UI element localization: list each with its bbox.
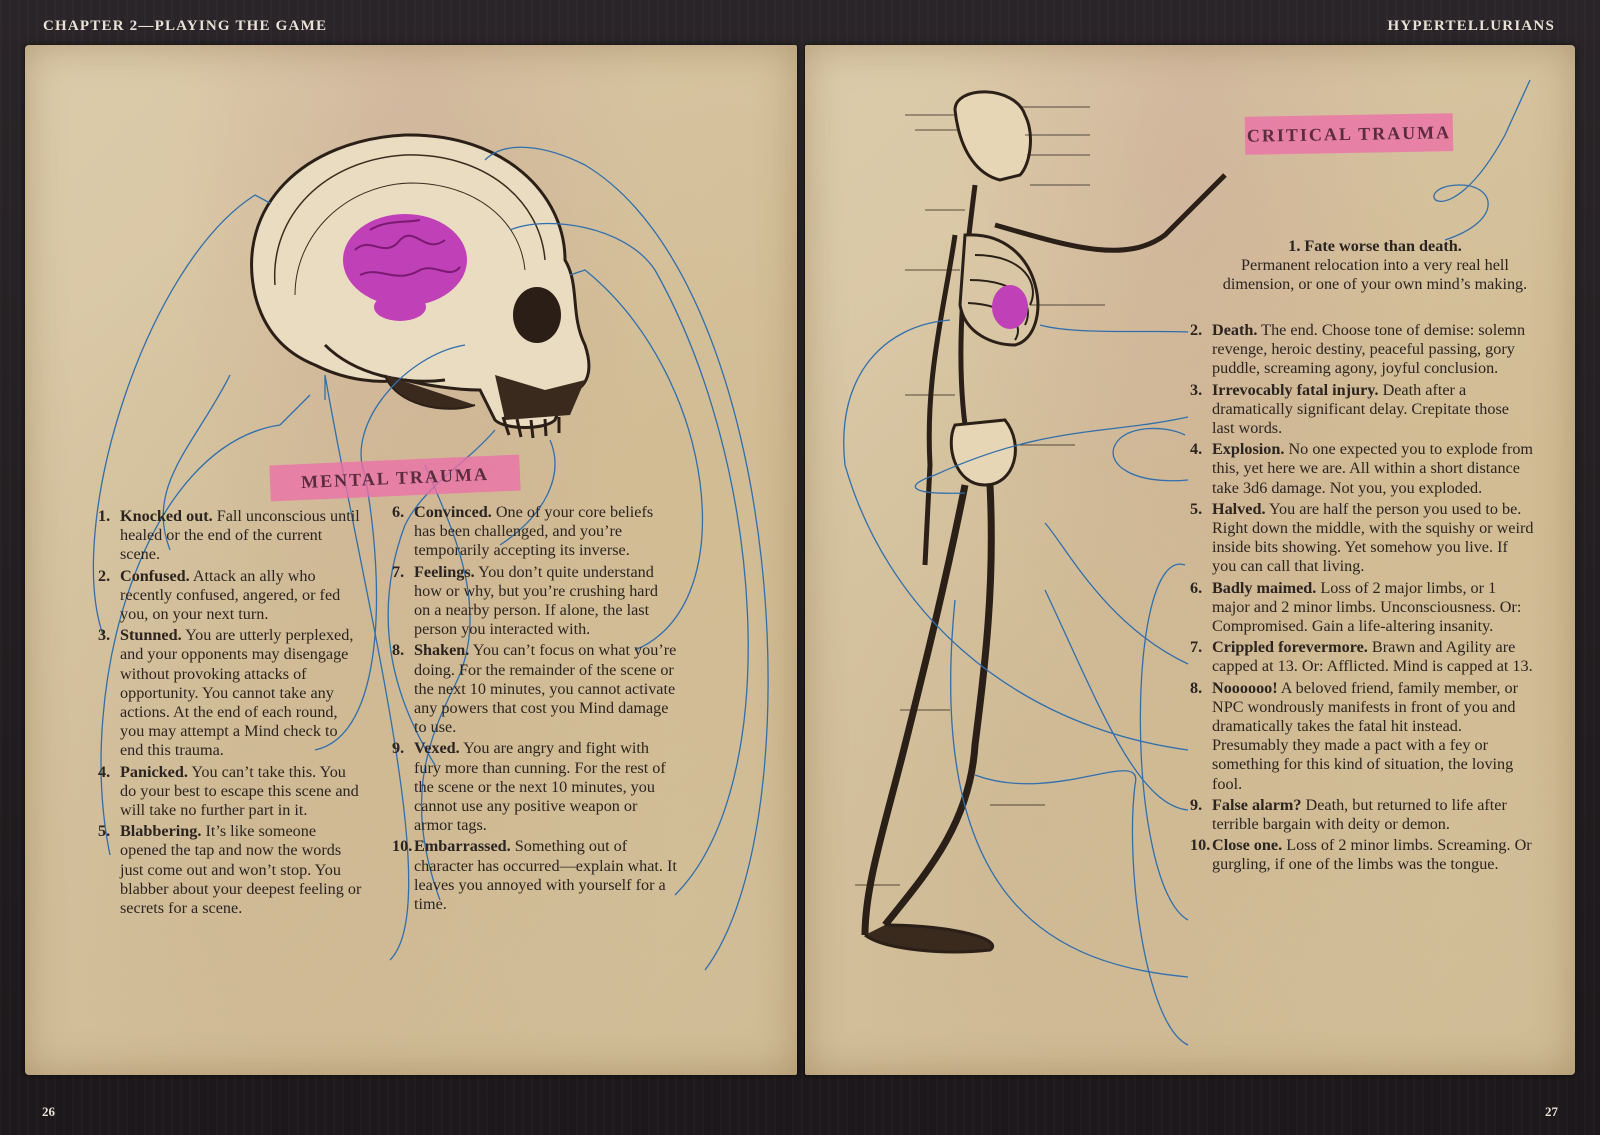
entry-title: Explosion. <box>1212 440 1285 459</box>
entry-text: You can’t focus on what you’re doing. For the remainder of the scene or the next 10 minutes, you cannot activate any powers that cost you Mind damage to use. <box>414 641 677 737</box>
list-item <box>1190 440 1535 498</box>
entry-text: Attack an ally who recently confused, angered, or fed you, on your next turn. <box>120 566 341 624</box>
list-item <box>1190 321 1535 379</box>
entry-title: Convinced. <box>414 503 492 521</box>
list-item <box>1190 836 1535 874</box>
entry-number: 1. <box>98 507 111 525</box>
entry-text: You are half the person you used to be. Right down the middle, with the squishy or weird inside bits showing. Yet somehow you live. If you can call that living. <box>1212 499 1534 576</box>
entry-title: Irrevocably fatal injury. <box>1212 380 1379 399</box>
entry-title: Stunned. <box>120 626 182 645</box>
entry-number: 1. <box>1288 237 1301 255</box>
list-item <box>392 739 677 835</box>
entry-title: Vexed. <box>414 739 460 758</box>
entry-number: 8. <box>1190 678 1203 697</box>
list-item <box>1190 638 1535 676</box>
list-item <box>1190 500 1535 577</box>
entry-text: You are angry and fight with fury more than cunning. For the rest of the scene or the next 10 minutes, you cannot use any positive weapon or armor tags. <box>414 739 666 835</box>
list-item <box>392 503 677 561</box>
entry-title: Badly maimed. <box>1212 578 1317 597</box>
entry-title: Death. <box>1212 321 1258 339</box>
entry-number: 2. <box>98 566 111 585</box>
entry-title: Panicked. <box>120 762 188 781</box>
entry-number: 7. <box>1190 638 1203 657</box>
list-item <box>392 563 677 640</box>
mental-trauma-list-col2 <box>392 503 677 916</box>
critical-trauma-heading: CRITICAL TRAUMA <box>1245 113 1454 155</box>
entry-title: Confused. <box>120 566 190 585</box>
list-item <box>392 641 677 737</box>
left-page <box>25 45 797 1119</box>
entry-text: Death after a dramatically significant delay. Crepitate those last words. <box>1212 380 1509 438</box>
entry-number: 9. <box>392 739 405 758</box>
entry-title: Embarrassed. <box>414 837 511 856</box>
entry-text: Something out of character has occurred—explain what. It leaves you annoyed with yourself for a time. <box>414 837 677 914</box>
entry-number: 5. <box>98 822 111 841</box>
entry-title: Fate worse than death. <box>1304 237 1462 255</box>
entry-number: 9. <box>1190 795 1203 814</box>
entry-title: Knocked out. <box>120 507 213 525</box>
entry-text: Permanent relocation into a very real hell dimension, or one of your own mind’s making. <box>1222 256 1528 294</box>
right-page <box>805 45 1575 1119</box>
entry-text: A beloved friend, family member, or NPC wondrously manifests in front of you and dramatically takes the fatal hit instead. Presumably they made a pact with a fey or something for this kind of situation, the loving fool. <box>1212 678 1518 793</box>
entry-text: You are utterly perplexed, and your opponents may disengage without provoking attacks of opportunity. You cannot take any actions. At the end of each round, you may attempt a Mind check to end this trauma. <box>120 626 354 760</box>
entry-text: One of your core beliefs has been challenged, and you’re temporarily accepting its inverse. <box>414 503 654 560</box>
entry-number: 6. <box>1190 578 1203 597</box>
list-item <box>1190 796 1535 834</box>
brain-highlight <box>343 214 467 321</box>
entry-number: 3. <box>98 626 111 645</box>
entry-number: 3. <box>1190 380 1203 399</box>
running-head-left: CHAPTER 2—PLAYING THE GAME <box>43 18 328 34</box>
list-item <box>98 567 363 625</box>
entry-text: Brawn and Agility are capped at 13. Or: Afflicted. Mind is capped at 13. <box>1212 638 1533 676</box>
entry-title: Feelings. <box>414 562 475 581</box>
page-number-left: 26 <box>42 1104 55 1119</box>
list-item <box>392 837 677 914</box>
critical-trauma-item-1 <box>1215 237 1535 295</box>
entry-number: 4. <box>1190 440 1203 459</box>
running-head-right: HYPERTELLURIANS <box>1387 18 1555 34</box>
entry-text: No one expected you to explode from this, yet here we are. All within a short distance take 3d6 damage. Not you, you exploded. <box>1212 440 1534 497</box>
entry-title: Blabbering. <box>120 822 202 841</box>
entry-text: Loss of 2 major limbs, or 1 major and 2 minor limbs. Unconsciousness. Or: Compromised. Gain a life-altering insanity. <box>1212 578 1522 636</box>
page-number-right: 27 <box>1545 1104 1558 1119</box>
entry-number: 8. <box>392 641 405 660</box>
entry-number: 4. <box>98 762 111 781</box>
entry-text: Loss of 2 minor limbs. Screaming. Or gurgling, if one of the limbs was the tongue. <box>1212 836 1532 874</box>
list-item <box>98 507 363 565</box>
entry-text: You can’t take this. You do your best to escape this scene and will take no further part in it. <box>120 762 359 820</box>
mental-trauma-heading: MENTAL TRAUMA <box>269 455 520 502</box>
entry-number: 10. <box>1190 836 1211 855</box>
entry-text: Death, but returned to life after terrible bargain with deity or demon. <box>1212 795 1507 834</box>
entry-number: 5. <box>1190 499 1203 518</box>
list-item <box>98 822 363 918</box>
entry-title: Noooooo! <box>1212 678 1278 697</box>
entry-number: 7. <box>392 562 405 581</box>
entry-text: The end. Choose tone of demise: solemn revenge, heroic destiny, peaceful passing, gory puddle, screaming agony, joyful conclusion. <box>1212 321 1526 378</box>
entry-number: 10. <box>392 837 413 856</box>
entry-number: 6. <box>392 503 405 521</box>
entry-text: Fall unconscious until healed or the end of the current scene. <box>120 507 360 564</box>
critical-trauma-list <box>1190 321 1535 877</box>
list-item <box>1190 579 1535 637</box>
list-item <box>1190 679 1535 794</box>
entry-number: 2. <box>1190 321 1203 339</box>
entry-title: Crippled forevermore. <box>1212 638 1368 657</box>
list-item <box>98 763 363 821</box>
heart-highlight <box>992 285 1028 329</box>
list-item <box>98 626 363 760</box>
entry-title: Shaken. <box>414 641 470 660</box>
entry-text: You don’t quite understand how or why, but you’re crushing hard on a nearby person. If alone, the last person you interacted with. <box>414 562 658 639</box>
entry-title: Halved. <box>1212 499 1266 518</box>
entry-text: It’s like someone opened the tap and now the words just come out and won’t stop. You blabber about your deepest feeling or secrets for a scene. <box>120 822 362 918</box>
entry-title: Close one. <box>1212 836 1283 855</box>
list-item <box>1190 381 1535 439</box>
mental-trauma-list-col1 <box>98 507 363 920</box>
entry-title: False alarm? <box>1212 795 1302 814</box>
